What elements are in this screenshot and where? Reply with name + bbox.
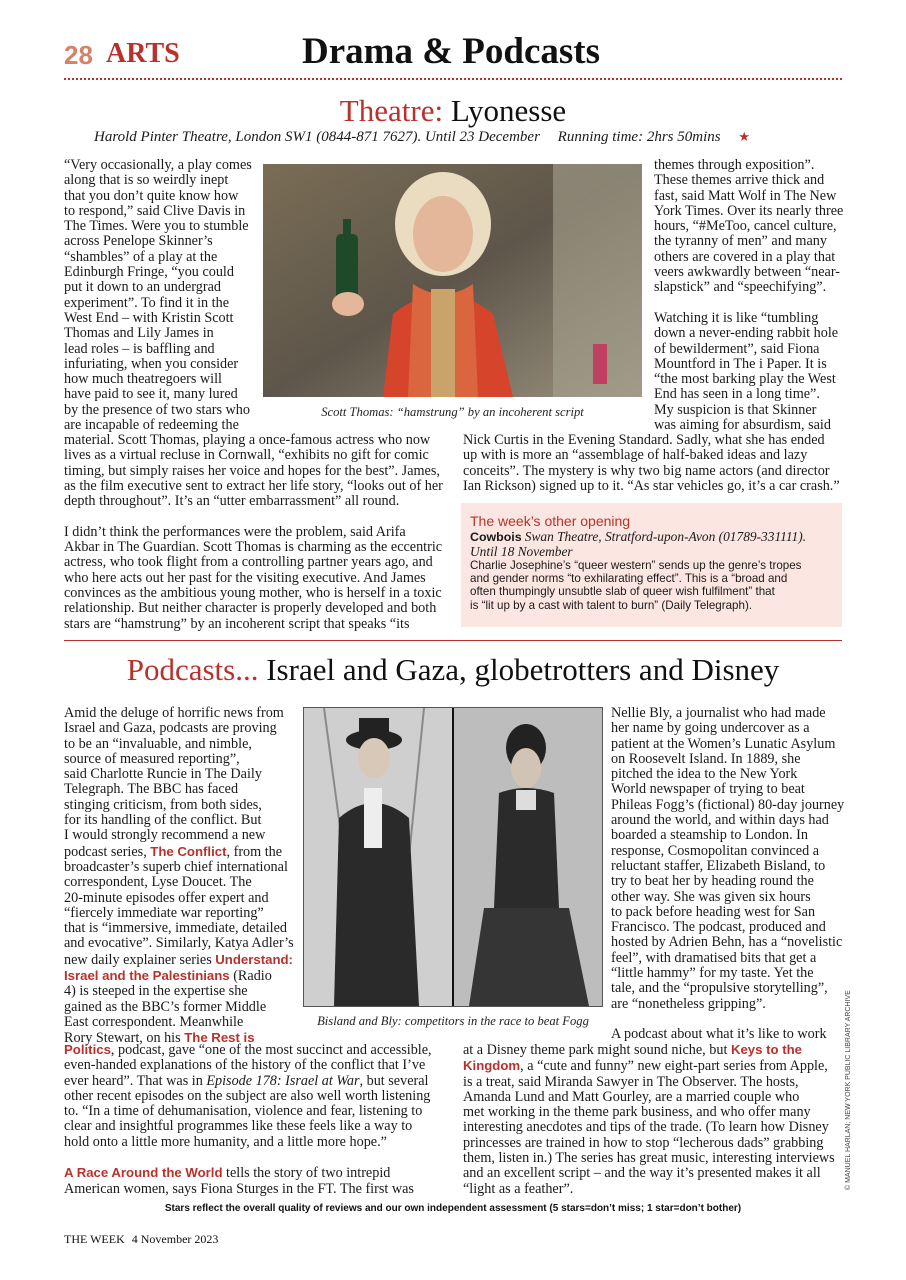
venue-info: Harold Pinter Theatre, London SW1 (0844-871 7627). Until 23 December (94, 129, 540, 145)
text-line: hours, “#MeToo, cancel culture, (654, 218, 837, 235)
text-line: tale, and the “propulsive storytelling”, (611, 980, 828, 997)
text-line: across Penelope Skinner’s (64, 233, 213, 250)
podcasts-label: Podcasts... (126, 652, 259, 687)
text-line: her name by going undercover as a (611, 720, 810, 737)
understand-link[interactable]: Understand: (215, 951, 293, 967)
text-line: other way. She was given six hours (611, 888, 811, 905)
podcast-photo (303, 707, 603, 1007)
text-line: have paid to see it, many lured (64, 386, 238, 403)
text-fragment: Rory Stewart, on his (64, 1030, 181, 1047)
theatre-col1-wide (64, 433, 456, 632)
text-line (64, 952, 296, 968)
text-line: I would strongly recommend a new (64, 827, 266, 844)
text-line: Akbar in The Guardian. Scott Thomas is charming as the eccentric (64, 539, 443, 556)
star-rating: ★ (738, 129, 750, 144)
text-line: is a treat, said Miranda Sawyer in The Observer. The hosts, (463, 1073, 799, 1090)
text-line: try to beat her by heading round the (611, 873, 814, 890)
text-fragment: , but several (359, 1072, 429, 1089)
text-line: by the presence of two stars who (64, 401, 250, 418)
text-line: lead roles – is baffling and (64, 340, 215, 357)
text-line: and an excellent script – and the way it’s presented makes it all (463, 1165, 821, 1182)
theatre-headline (0, 93, 906, 129)
lyonesse-photo (263, 164, 642, 397)
text-line: veers awkwardly between “near- (654, 264, 841, 281)
text-line: the tyranny of men” and many (654, 233, 827, 250)
text-fragment: new daily explainer series (64, 951, 212, 968)
keys-to-kingdom-link[interactable]: Keys to the (730, 1042, 803, 1057)
text-line: as the film executive sent to extract her life story, “looks out of her (64, 477, 443, 494)
text-line: themes through exposition”. (654, 157, 815, 173)
text-line: Watching it is like “tumbling (654, 309, 819, 326)
text-line: princesses are trained in how to stop “lecherous dads” grabbing (463, 1134, 824, 1151)
text-line: York Times. Over its nearly three (654, 202, 844, 219)
text-line: actress, who took flight from a controlling partner years ago, and (64, 554, 433, 571)
text-line: response, Cosmopolitan convinced a (611, 842, 820, 859)
text-line: “shambles” of a play at the (64, 248, 218, 265)
text-fragment: (Radio (229, 968, 272, 985)
text-line: Israel and Gaza, podcasts are proving (64, 720, 277, 737)
other-opening-body (470, 559, 833, 612)
text-line: feel”, with dramatised bits that get a (611, 949, 817, 966)
publication-name: THE WEEK (64, 1232, 125, 1246)
understand-link-2[interactable]: Israel and the Palestinians (64, 968, 230, 984)
text-line: up with is more an “assemblage of half-baked ideas and lazy (463, 447, 808, 464)
show-until: Until 18 November (470, 544, 573, 559)
other-opening-venue-line (470, 529, 833, 545)
text-line: was aiming for absurdism, said (654, 417, 831, 434)
text-line: Nellie Bly, a journalist who had made (611, 705, 826, 721)
text-line: to be an “invaluable, and nimble, (64, 735, 252, 752)
text-line (64, 1074, 456, 1089)
text-line: around the world, and within days had (611, 812, 829, 829)
text-line: for its handling of the conflict. But (64, 812, 262, 829)
text-line: clear and insightful programmes like these feels like a way to (64, 1118, 413, 1135)
text-line: timing, but simply raises her voice and hopes for the best”. James, (64, 462, 440, 479)
text-line: hosted by Adrien Behn, has a “novelistic (611, 934, 843, 951)
text-line: lives as a virtual recluse in Cornwall, “exhibits no gift for comic (64, 447, 429, 464)
text-line: to pack before heading west for San (611, 903, 816, 920)
page-title: Drama & Podcasts (302, 31, 601, 72)
text-line: Telegraph. The BBC has faced (64, 781, 239, 798)
text-line: source of measured reporting”, (64, 750, 240, 767)
text-line: them, listen in.) The series has great music, interesting interviews (463, 1150, 835, 1167)
text-line: boarded a steamship to London. In (611, 827, 809, 844)
header-rule (64, 78, 842, 80)
text-line (463, 1042, 846, 1058)
text-line: reluctant staffer, Elizabeth Bisland, to (611, 857, 826, 874)
text-line: put it down to an undergrad (64, 279, 221, 296)
text-line: other recent episodes on the subject are also well worth listening (64, 1087, 431, 1104)
podcasts-title: Israel and Gaza, globetrotters and Disney (266, 652, 780, 687)
text-line: to. “In a time of dehumanisation, violence and fear, listening to (64, 1103, 423, 1120)
stars-note: Stars reflect the overall quality of reviews and our own independent assessment (5 stars=don’t miss; 1 star=don’t bother) (164, 1203, 742, 1214)
text-line: broadcaster’s superb chief international (64, 858, 288, 875)
text-line: American women, says Fiona Sturges in the FT. The first was (64, 1180, 414, 1197)
two-victorian-women-icon (304, 708, 602, 1006)
text-line: others are covered in a play that (654, 248, 836, 265)
text-fragment: , a “cute and funny” new eight-part series from Apple, (520, 1058, 828, 1075)
text-line: stinging criticism, from both sides, (64, 796, 262, 813)
issue-date: 4 November 2023 (131, 1232, 219, 1246)
text-line: and evocative”. Similarly, Katya Adler’s (64, 935, 294, 952)
text-line: Francisco. The podcast, produced and (611, 919, 826, 936)
text-line: The Times. Were you to stumble (64, 218, 249, 235)
text-line: Amanda Lund and Matt Gourley, are a married couple who (463, 1088, 800, 1105)
text-line: infuriating, when you consider (64, 355, 239, 372)
text-line: are “nonetheless gripping”. (611, 995, 766, 1012)
theatre-col3 (654, 158, 846, 433)
running-time: Running time: 2hrs 50mins (557, 129, 721, 145)
theatre-col1 (64, 158, 256, 433)
text-line: Ian Rickson) signed up to it. “As star vehicles go, it’s a car crash.” (463, 477, 840, 494)
the-conflict-link[interactable]: The Conflict (150, 843, 227, 859)
play-title: Lyonesse (450, 93, 567, 128)
text-line: Charlie Josephine’s “queer western” sends up the genre’s tropes (470, 559, 802, 572)
other-opening-heading: The week’s other opening (470, 513, 631, 529)
text-line: I didn’t think the performances were the problem, said Arifa (64, 523, 406, 540)
section-label: ARTS (106, 38, 180, 69)
text-line: “little hammy” for my taste. Yet the (611, 965, 814, 982)
text-line: East correspondent. Meanwhile (64, 1013, 244, 1030)
text-line: met working in the theme park business, and who offer many (463, 1104, 811, 1121)
text-line (64, 1165, 456, 1181)
text-line: My suspicion is that Skinner (654, 401, 817, 418)
text-line: that is “immersive, immediate, detailed (64, 920, 287, 937)
text-line: pitched the idea to the New York (611, 766, 798, 783)
text-line: gained as the BBC’s former Middle (64, 998, 267, 1015)
text-line: Thomas and Lily James in (64, 325, 214, 342)
text-fragment: , podcast, gave “one of the most succinct and accessible, (110, 1042, 432, 1058)
text-line: 20-minute episodes offer expert and (64, 889, 269, 906)
text-line: Nick Curtis in the Evening Standard. Sadly, what she has ended (463, 432, 825, 448)
text-line: often thumpingly unsubtle slab of queer wish fulfilment” that (470, 585, 775, 599)
rest-is-politics-link-2[interactable]: Politics (64, 1042, 111, 1057)
text-line: slapstick” and “speechifying”. (654, 279, 827, 296)
text-line: patient at the Women’s Lunatic Asylum (611, 735, 836, 752)
text-line: Phileas Fogg’s (fictional) 80-day journey (611, 796, 845, 813)
race-around-world-link[interactable]: A Race Around the World (64, 1165, 223, 1181)
text-line: said Charlotte Runcie in The Daily (64, 766, 262, 783)
text-line: relationship. But neither character is properly developed and both (64, 600, 437, 617)
show-title: Cowbois (470, 530, 522, 544)
text-line: Amid the deluge of horrific news from (64, 705, 284, 721)
episode-title: Episode 178: Israel at War (206, 1072, 360, 1089)
text-line: is “lit up by a cast with talent to burn” (Daily Telegraph). (470, 598, 753, 612)
podcasts-headline (0, 652, 906, 688)
text-line: correspondent, Lyse Doucet. The (64, 874, 252, 891)
text-line: depth throughout”. It’s an “utter embarrassment” all round. (64, 493, 400, 510)
text-fragment: , from the (226, 843, 283, 860)
text-line: hold onto a little more humanity, and a little more hope.” (64, 1133, 387, 1150)
text-line: “fiercely immediate war reporting” (64, 904, 264, 921)
keys-to-kingdom-link-2[interactable]: Kingdom (463, 1058, 521, 1074)
rest-is-politics-link[interactable]: The Rest is (184, 1030, 255, 1046)
text-line: These themes arrive thick and (654, 172, 825, 189)
text-line: down a never-ending rabbit hole (654, 325, 839, 342)
text-line: World newspaper of trying to beat (611, 781, 805, 798)
podcast-col3 (611, 706, 845, 1043)
theatre-col3-wide (463, 433, 846, 494)
text-line: conceits”. The mystery is why two big name actors (and director (463, 462, 830, 479)
text-line: stars are “hamstrung” by an incoherent script that speaks “its (64, 615, 410, 632)
text-line: A podcast about what it’s like to work (611, 1026, 827, 1043)
section-rule (64, 640, 842, 641)
text-line: along that is so weirdly inept (64, 172, 229, 189)
page-header (64, 32, 844, 80)
page-number: 28 (64, 40, 93, 70)
text-fragment: at a Disney theme park might sound niche, but (463, 1042, 728, 1058)
other-opening-box (461, 503, 842, 627)
text-line: “Very occasionally, a play comes (64, 157, 252, 173)
footer-publication (64, 1232, 218, 1247)
text-line: 4) is steeped in the expertise she (64, 983, 248, 1000)
text-line: on Roosevelt Island. In 1889, she (611, 750, 801, 767)
text-line: that you don’t quite know how (64, 187, 239, 204)
lyonesse-caption: Scott Thomas: “hamstrung” by an incoherent script (321, 405, 584, 419)
venue-line (94, 129, 854, 146)
text-line: podcast series, The Conflict, from the (64, 843, 283, 860)
text-line: how much theatregoers will (64, 371, 222, 388)
theatre-label: Theatre: (339, 93, 444, 128)
text-line: are incapable of redeeming the (64, 417, 239, 434)
actress-holding-bottle-icon (263, 164, 642, 397)
show-venue: Swan Theatre, Stratford-upon-Avon (01789-331111). (524, 529, 807, 544)
text-fragment: ever heard”. That was in (64, 1072, 203, 1089)
text-line: material. Scott Thomas, playing a once-famous actress who now (64, 432, 431, 448)
text-fragment: tells the story of two intrepid (222, 1165, 391, 1182)
text-line: to respond,” said Clive Davis in (64, 202, 246, 219)
text-line: experiment”. To find it in the (64, 294, 230, 311)
photo-credit: © MANUEL HARLAN; NEW YORK PUBLIC LIBRARY ARCHIVE (845, 990, 852, 1190)
text-line: Mountford in The i Paper. It is (654, 355, 827, 372)
text-line: who here acts out her past for the visiting executive. And James (64, 569, 426, 586)
podcast-col3-wide (463, 1042, 846, 1197)
podcast-caption: Bisland and Bly: competitors in the race to beat Fogg (317, 1014, 589, 1028)
text-line: “light as a feather”. (463, 1180, 574, 1197)
text-line (64, 968, 296, 984)
text-line: fast, said Matt Wolf in The New (654, 187, 837, 204)
text-line: End has seen in a long time”. (654, 386, 820, 403)
text-line: West End – with Kristin Scott (64, 309, 234, 326)
text-line: interesting anecdotes and tips of the trade. (To learn how Disney (463, 1119, 829, 1136)
text-line: even-handed explanations of the history of the conflict that I’ve (64, 1057, 426, 1074)
text-line: and gender norms “to exhilarating effect”. This is a “broad and (470, 572, 788, 586)
podcast-col1 (64, 706, 296, 1047)
text-line: “the most barking play the West (654, 371, 836, 388)
text-line (64, 1042, 456, 1058)
podcast-col1-wide (64, 1042, 456, 1197)
text-line: convinces as the ambitious young mother, who is herself in a toxic (64, 584, 442, 601)
text-line: of bewilderment”, said Fiona (654, 340, 820, 357)
text-line (463, 1058, 846, 1074)
text-line: Edinburgh Fringe, “you could (64, 264, 234, 281)
